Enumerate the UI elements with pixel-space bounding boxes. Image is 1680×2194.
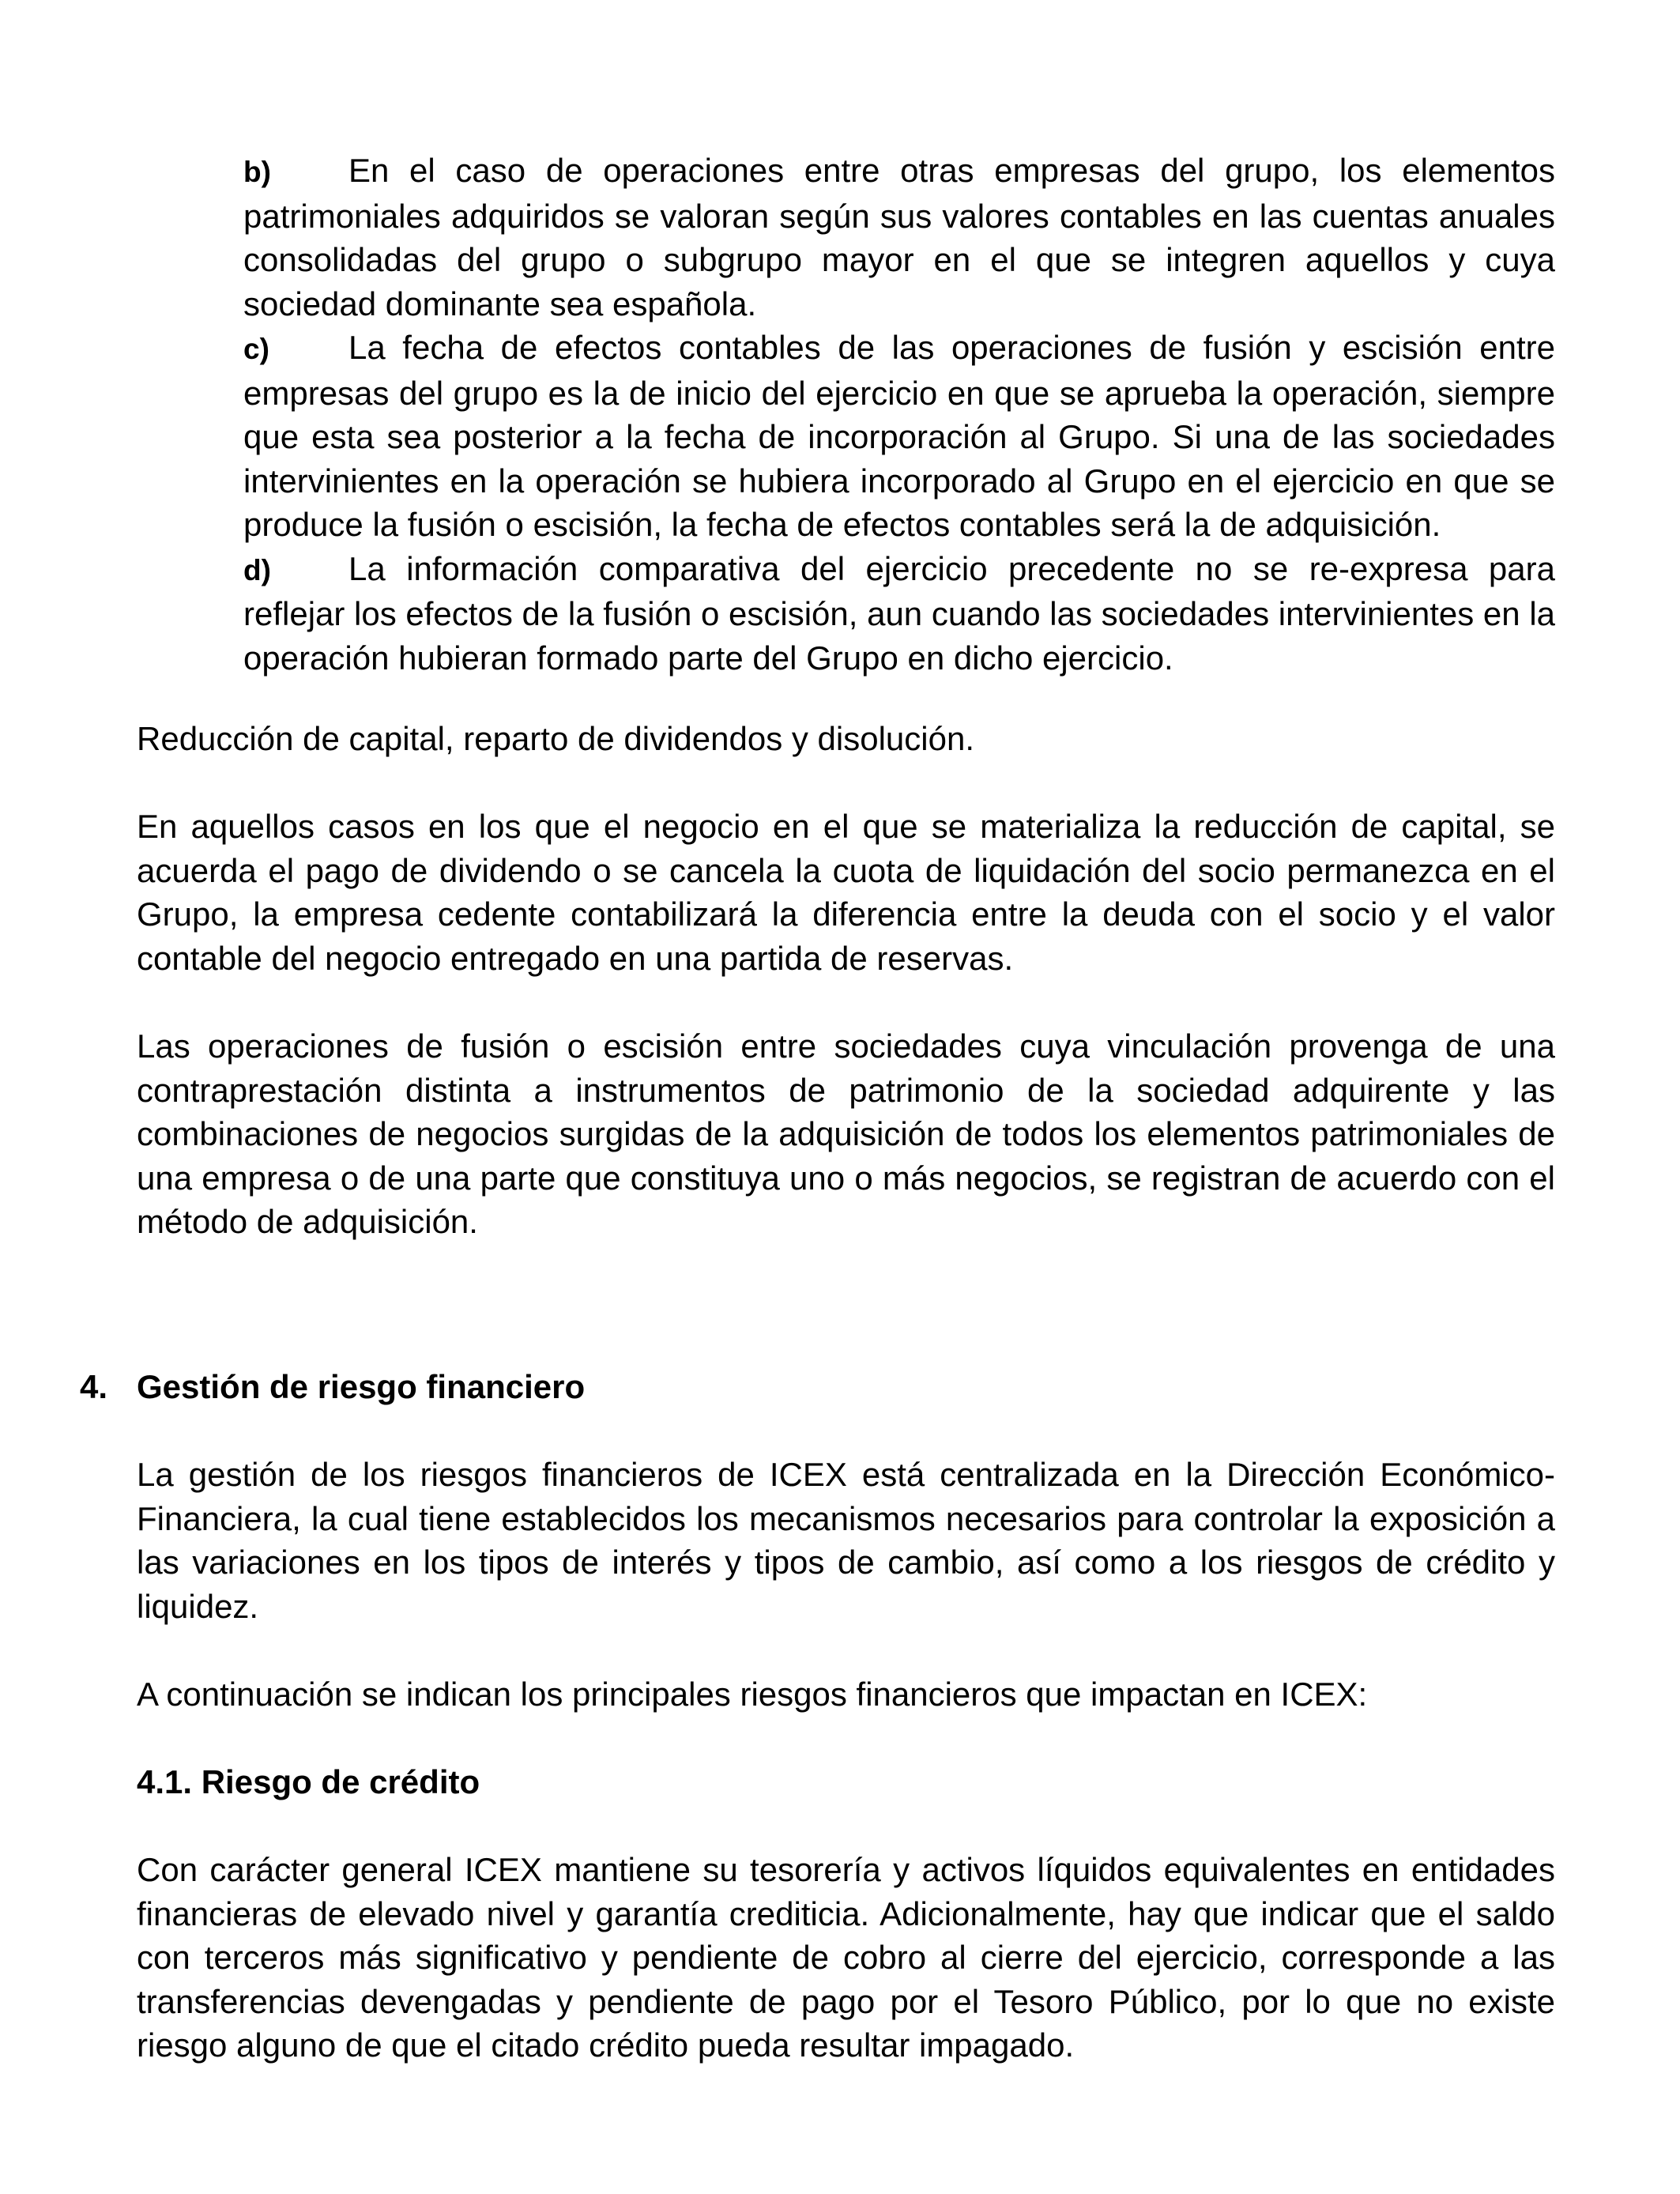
paragraph-reduccion-1: En aquellos casos en los que el negocio en el que se materializa la reducción de capital, se acuerda el pago de dividendo o se cancela la cuota de liquidación del socio permanezca en el Grupo, la empresa cedente contabilizará la diferencia entre la deuda con el socio y el valor contable del negocio entregado en una partida de reservas.	[137, 808, 1555, 977]
list-item-b	[243, 149, 1555, 326]
list-item-text: La fecha de efectos contables de las operaciones de fusión y escisión entre empresas del grupo es la de inicio del ejercicio en que se aprueba la operación, siempre que esta sea posterior a la fecha de incorporación al Grupo. Si una de las sociedades intervinientes en la operación se hubiera incorporado al Grupo en el ejercicio en que se produce la fusión o escisión, la fecha de efectos contables será la de adquisición.	[243, 329, 1555, 543]
list-marker: b)	[243, 156, 271, 188]
section-title: Gestión de riesgo financiero	[137, 1368, 586, 1405]
paragraph-section4-1: La gestión de los riesgos financieros de ICEX está centralizada en la Dirección Económico-Financiera, la cual tiene establecidos los mecanismos necesarios para controlar la exposición a las variaciones en los tipos de interés y tipos de cambio, así como a los riesgos de crédito y liquidez.	[137, 1456, 1555, 1625]
list-item-text: La información comparativa del ejercicio precedente no se re-expresa para reflejar los efectos de la fusión o escisión, aun cuando las sociedades intervinientes en la operación hubieran formado parte del Grupo en dicho ejercicio.	[243, 549, 1556, 677]
list-item-d	[243, 547, 1555, 680]
list-marker: c)	[243, 333, 269, 365]
section-number: 4.	[80, 1368, 108, 1405]
paragraph-section4-1-1: Con carácter general ICEX mantiene su tesorería y activos líquidos equivalentes en entidades financieras de elevado nivel y garantía crediticia. Adicionalmente, hay que indicar que el saldo con terceros más significativo y pendiente de cobro al cierre del ejercicio, corresponde a las transferencias devengadas y pendiente de pago por el Tesoro Público, por lo que no existe riesgo alguno de que el citado crédito pueda resultar impagado.	[137, 1851, 1555, 2064]
subsection-title-4-1: 4.1. Riesgo de crédito	[137, 1763, 480, 1800]
list-marker: d)	[243, 553, 271, 586]
paragraph-section4-2: A continuación se indican los principales riesgos financieros que impactan en ICEX:	[137, 1676, 1368, 1713]
lettered-list	[243, 149, 1555, 680]
list-item-c	[243, 326, 1555, 547]
section-title-reduccion: Reducción de capital, reparto de dividendos y disolución.	[137, 720, 974, 757]
paragraph-reduccion-2: Las operaciones de fusión o escisión entre sociedades cuya vinculación provenga de una contraprestación distinta a instrumentos de patrimonio de la sociedad adquirente y las combinaciones de negocios surgidas de la adquisición de todos los elementos patrimoniales de una empresa o de una parte que constituya uno o más negocios, se registran de acuerdo con el método de adquisición.	[137, 1027, 1555, 1240]
list-item-text: En el caso de operaciones entre otras empresas del grupo, los elementos patrimoniales adquiridos se valoran según sus valores contables en las cuentas anuales consolidadas del grupo o subgrupo mayor en el que se integren aquellos y cuya sociedad dominante sea española.	[243, 152, 1555, 322]
section-heading-4	[0, 1365, 1680, 1409]
